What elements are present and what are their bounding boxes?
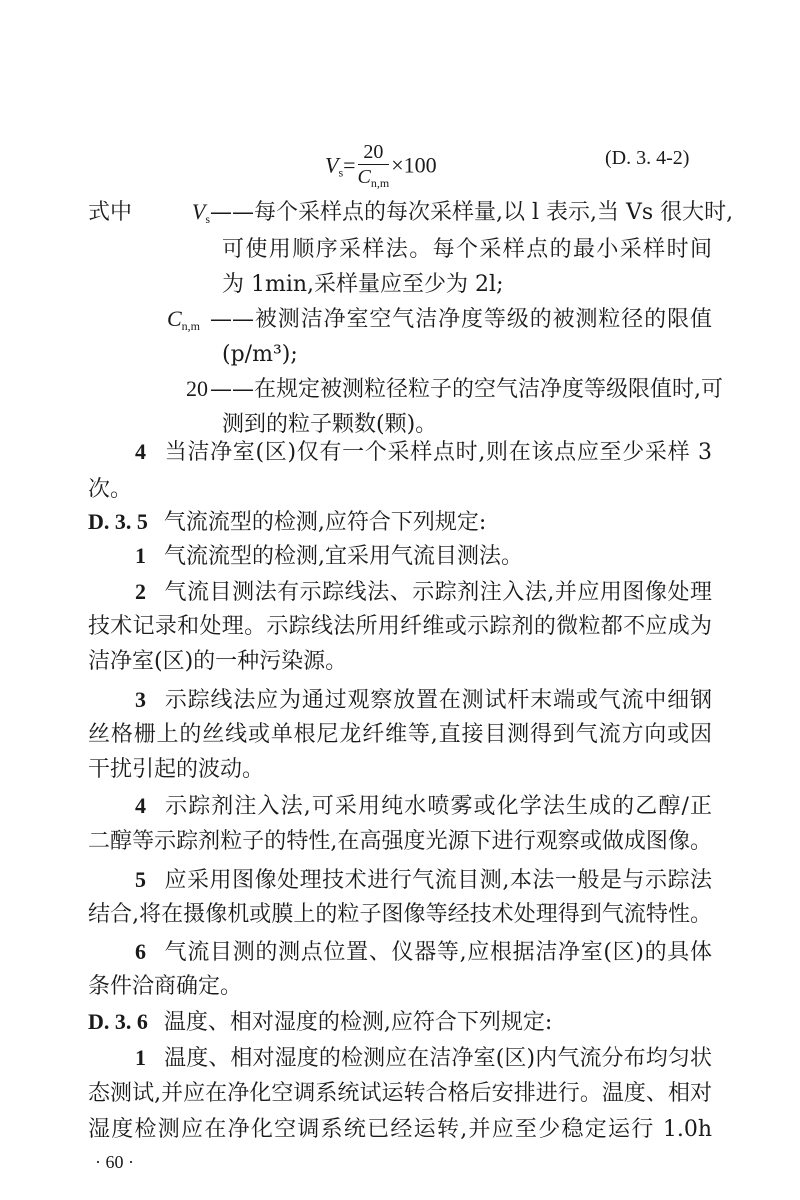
item-number: 2 [135,579,146,604]
definition-line: ——在规定被测粒径粒子的空气洁净度等级限值时,可 [210,377,723,402]
item-text: 示踪线法应为通过观察放置在测试杆末端或气流中细钢 [164,688,712,713]
item-number: 3 [135,687,146,712]
item-text: 应采用图像处理技术进行气流目测,本法一般是与示踪法 [164,868,712,893]
definition-line: 为 1min,采样量应至少为 2l; [222,272,504,297]
item-text: 气流流型的检测,宜采用气流目测法。 [164,544,523,569]
item-continuation: 技术记录和处理。示踪线法所用纤维或示踪剂的微粒都不应成为 [88,614,712,639]
where-label: 式中 [88,200,133,225]
formula-lhs-sub: s [338,165,344,180]
list-item [135,792,712,821]
item-number: 1 [135,1045,146,1070]
term-sub: s [205,212,210,226]
definition-term-vs [80,199,210,227]
formula-denominator [358,165,390,195]
item-number: 1 [135,543,146,568]
equation-number: (D. 3. 4-2) [605,147,690,169]
denominator-symbol: C [357,166,371,188]
item-continuation: 结合,将在摄像机或膜上的粒子图像等经技术处理得到气流特性。 [88,902,712,927]
section-title: 气流流型的检测,应符合下列规定: [163,510,487,535]
definition-term-cnm [70,306,200,334]
item-continuation: 丝格栅上的丝线或单根尼龙纤维等,直接目测得到气流方向或因 [88,722,712,747]
section-number: D. 3. 6 [88,1009,148,1034]
term-sub: n,m [181,319,200,333]
definition-line: 可使用顺序采样法。每个采样点的最小采样时间 [222,237,712,262]
item-continuation: 湿度检测应在净化空调系统已经运转,并应至少稳定运行 1.0h [88,1117,712,1142]
item-number: 4 [135,793,146,818]
formula [325,140,437,195]
formula-equals: = [343,152,356,178]
formula-fraction [358,140,390,195]
section-heading-d35 [88,508,486,537]
item-text: 气流目测法有示踪线法、示踪剂注入法,并应用图像处理 [164,580,712,605]
list-item [135,578,712,607]
list-item [135,938,712,967]
item-continuation: 二醇等示踪剂粒子的特性,在高强度光源下进行观察或做成图像。 [88,829,712,854]
formula-numerator: 20 [358,140,390,165]
item-continuation: 干扰引起的波动。 [88,757,265,782]
list-item [135,866,712,895]
item-continuation: 次。 [88,477,133,502]
item-text: 当洁净室(区)仅有一个采样点时,则在该点应至少采样 3 [164,440,712,465]
definition-line: 测到的粒子颗数(颗)。 [222,412,438,437]
formula-lhs: V [325,152,339,178]
page-number: · 60 · [95,1152,134,1172]
section-number: D. 3. 5 [88,509,148,534]
item-continuation: 洁净室(区)的一种污染源。 [88,649,348,674]
item-text: 气流目测的测点位置、仪器等,应根据洁净室(区)的具体 [164,940,712,965]
item-text: 温度、相对湿度的检测应在洁净室(区)内气流分布均匀状 [164,1046,712,1071]
definition-line: ——被测洁净室空气洁净度等级的被测粒径的限值 [210,307,712,332]
item-continuation: 条件洽商确定。 [88,974,243,999]
definition-term-20 [78,376,208,402]
term-symbol: C [166,306,182,331]
list-item [135,438,712,467]
item-number: 5 [135,867,146,892]
section-title: 温度、相对湿度的检测,应符合下列规定: [163,1010,553,1035]
list-item [135,686,712,715]
item-text: 示踪剂注入法,可采用纯水喷雾或化学法生成的乙醇/正 [164,794,712,819]
term-symbol: 20 [186,376,208,401]
definition-line: ——每个采样点的每次采样量,以 l 表示,当 Vs 很大时, [210,200,734,225]
formula-times: ×100 [391,152,437,178]
list-item [135,542,523,571]
definition-line: (p/m³); [222,342,298,367]
item-number: 4 [135,439,146,464]
item-continuation: 态测试,并应在净化空调系统试运转合格后安排进行。温度、相对 [88,1081,712,1106]
section-heading-d36 [88,1008,552,1037]
denominator-sub: n,m [370,176,390,190]
item-number: 6 [135,939,146,964]
list-item [135,1044,712,1073]
term-symbol: V [191,199,206,224]
